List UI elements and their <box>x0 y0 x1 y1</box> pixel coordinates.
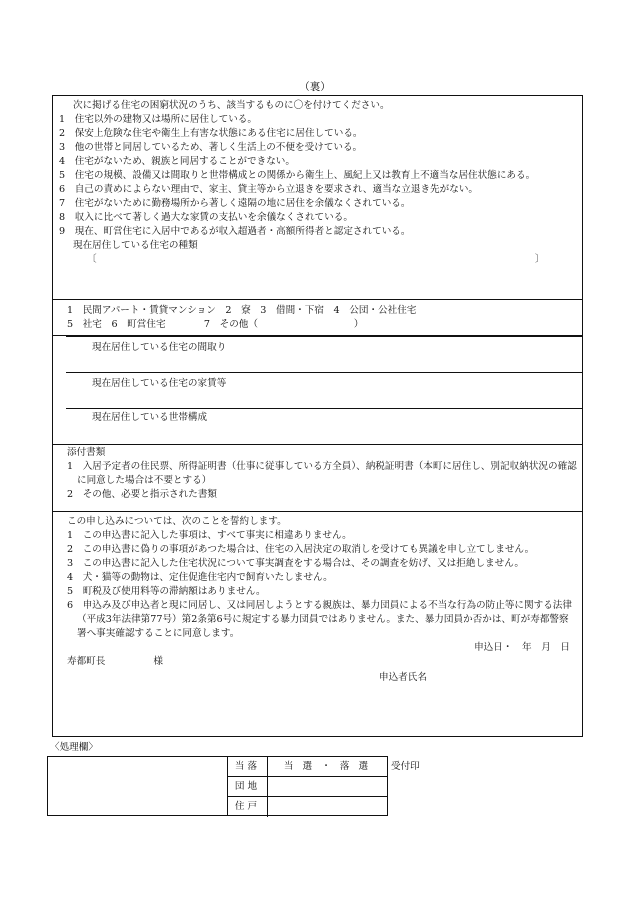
reception-stamp-label: 受付印 <box>391 761 420 772</box>
hardship-intro: 次に掲げる住宅の困窮状況のうち、該当するものに〇を付けてください。 <box>73 100 390 111</box>
processing-label: 〈処理欄〉 <box>50 742 98 753</box>
hardship-section <box>53 96 582 300</box>
attachment-item-1: 1 入居予定者の住民票、所得証明書（仕事に従事している方全員）、納税証明書（本町に居住し、別記収納状況の確認に同意した場合は不要とする） <box>67 461 577 486</box>
hardship-item-2[interactable]: 2 保安上危険な住宅や衛生上有害な状態にある住宅に居住している。 <box>59 128 363 139</box>
attachments-section <box>53 444 582 512</box>
pledge-intro: この申し込みについては、次のことを誓約します。 <box>67 516 287 527</box>
pledge-section <box>53 512 582 736</box>
pledge-item-6: 6 申込み及び申込者と現に同居し、又は同居しようとする親族は、暴力団員による不当な行為の防止等に関する法律（平成3年法律第77号）第2条第6号に規定する暴力団員ではありません。また、暴力団員か否かは、町が寿都警察署へ事実確認することに同意します。 <box>67 600 572 639</box>
page-title: （裏） <box>299 81 331 93</box>
pledge-item-3: 3 この申込書に記入した住宅状況について事実調査をする場合は、その調査を妨げ、又は拒絶しません。 <box>67 558 525 569</box>
layout-field[interactable] <box>66 336 582 373</box>
housing-options-section <box>53 300 582 336</box>
hardship-item-6[interactable]: 6 自己の責めによらない理由で、家主、貸主等から立退きを要求され、適当な立退き先がない。 <box>59 184 479 195</box>
bracket-open: 〔 <box>87 254 97 265</box>
housing-options-line-2[interactable]: 5 社宅 6 町営住宅 7 その他（ ） <box>67 319 364 330</box>
pledge-item-5: 5 町税及び使用料等の滞納額はありません。 <box>67 586 266 597</box>
addressee: 寿都町長 様 <box>67 656 163 667</box>
attachments-title: 添付書類 <box>67 447 106 458</box>
complex-label: 団地 <box>228 777 268 796</box>
housing-options-line-1[interactable]: 1 民間アパート・賃貸マンション 2 寮 3 借間・下宿 4 公団・公社住宅 <box>67 305 417 316</box>
hardship-item-8[interactable]: 8 収入に比べて著しく過大な家賃の支払いを余儀なくされている。 <box>59 212 353 223</box>
hardship-item-5[interactable]: 5 住宅の規模、設備又は間取りと世帯構成との関係から衛生上、風紀上又は教育上不適当な居住状態にある。 <box>59 170 536 181</box>
rent-label: 現在居住している住宅の家賃等 <box>92 378 227 389</box>
pledge-item-2: 2 この申込書に偽りの事項があつた場合は、住宅の入居決定の取消しを受けても異議を申し立てしません。 <box>67 544 535 555</box>
unit-value[interactable] <box>268 797 387 817</box>
result-value[interactable]: 当 選 ・ 落 選 <box>283 761 372 772</box>
rent-field[interactable] <box>66 373 582 409</box>
layout-label: 現在居住している住宅の間取り <box>92 342 227 353</box>
bracket-close: 〕 <box>535 254 545 265</box>
attachment-item-2: 2 その他、必要と指示された書類 <box>67 489 218 500</box>
result-label: 当落 <box>228 757 268 776</box>
processing-blank-cell <box>48 757 228 815</box>
hardship-item-4[interactable]: 4 住宅がないため、親族と同居することができない。 <box>59 156 295 167</box>
housing-type-input[interactable] <box>53 253 582 267</box>
pledge-item-1: 1 この申込書に記入した事項は、すべて事実に相違ありません。 <box>67 530 352 541</box>
household-label: 現在居住している世帯構成 <box>92 412 208 423</box>
housing-type-label: 現在居住している住宅の種類 <box>73 240 198 251</box>
pledge-item-4: 4 犬・猫等の動物は、定住促進住宅内で飼育いたしません。 <box>67 572 333 583</box>
processing-row-result <box>228 757 387 777</box>
processing-table <box>47 756 388 816</box>
processing-row-unit <box>228 797 387 817</box>
unit-label: 住戸 <box>228 797 268 817</box>
application-form-back <box>52 95 583 737</box>
application-date[interactable]: 申込日・ 年 月 日 <box>474 642 570 653</box>
applicant-name-label[interactable]: 申込者氏名 <box>379 672 427 683</box>
hardship-item-7[interactable]: 7 住宅がないために勤務場所から著しく遠隔の地に居住を余儀なくされている。 <box>59 198 411 209</box>
hardship-item-3[interactable]: 3 他の世帯と同居しているため、著しく生活上の不便を受けている。 <box>59 142 363 153</box>
hardship-item-1[interactable]: 1 住宅以外の建物又は場所に居住している。 <box>59 114 257 125</box>
complex-value[interactable] <box>268 777 387 796</box>
hardship-item-9[interactable]: 9 現在、町営住宅に入居中であるが収入超過者・高額所得者と認定されている。 <box>59 226 411 237</box>
household-field[interactable] <box>66 409 582 447</box>
processing-row-complex <box>228 777 387 797</box>
